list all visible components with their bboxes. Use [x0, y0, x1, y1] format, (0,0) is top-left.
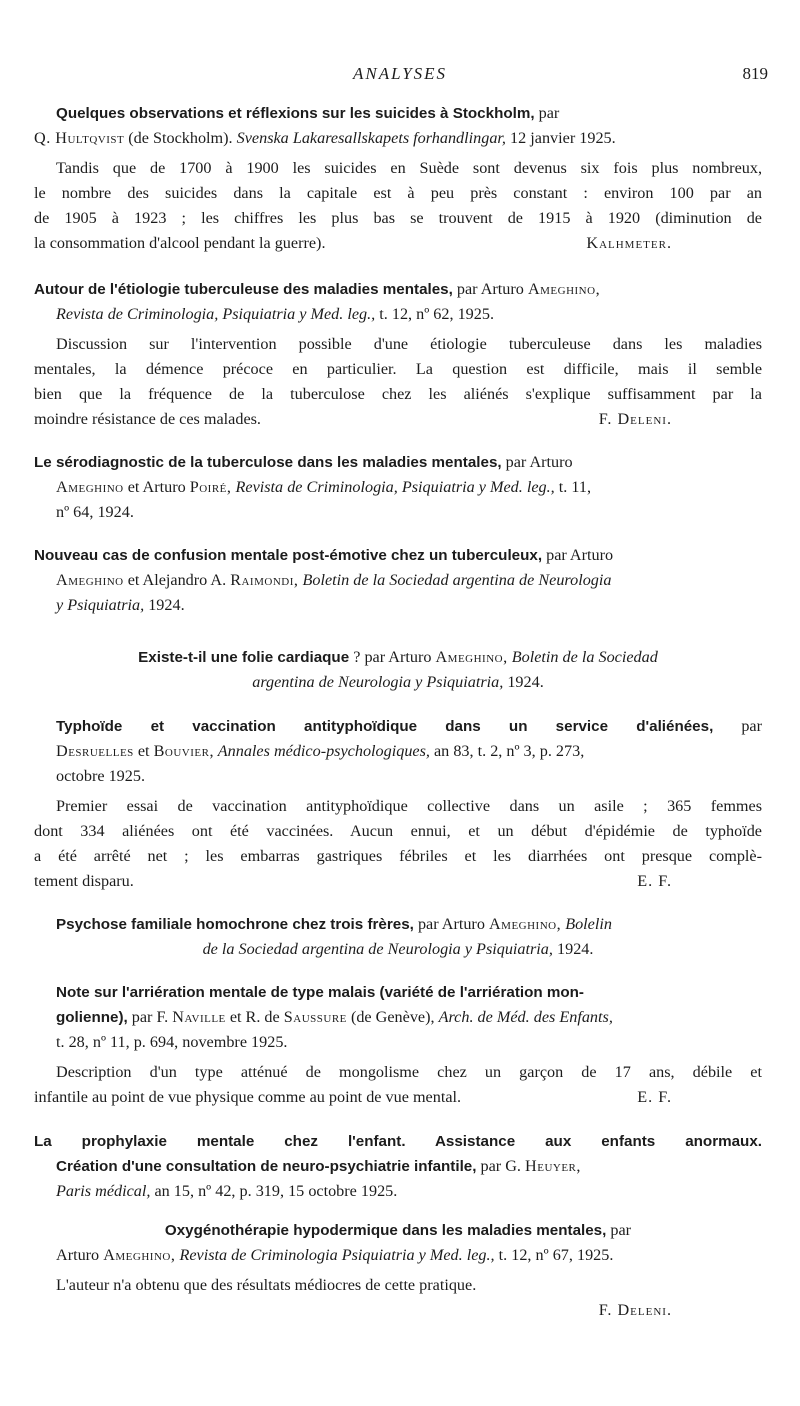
journal: y Psiquiatria,	[56, 596, 145, 614]
entry-citation: golienne), par F. Naville et R. de Saussure (de Genève), Arch. de Méd. des Enfants,	[56, 1008, 613, 1026]
journal: Revista de Criminologia Psiquiatria y Med. leg.,	[175, 1246, 495, 1264]
review-entry-1	[34, 101, 762, 256]
author: Heuyer,	[525, 1157, 581, 1175]
entry-citation: Ameghino et Alejandro A. Raimondi, Boletin de la Sociedad argentina de Neurologia	[56, 571, 612, 589]
author: Naville	[172, 1008, 226, 1026]
entry-heading	[34, 1129, 762, 1154]
journal: Boletin de la Sociedad	[507, 648, 658, 666]
review-entry-3: Le sérodiagnostic de la tuberculose dans les maladies mentales, par Arturo Ameghino et Arturo Poiré, Revista de Criminologia, Psiquiatria y Med. leg., t. 11, nº 64, 1924.	[34, 450, 762, 525]
page-header	[0, 64, 800, 88]
author: Q. Hultqvist	[34, 129, 125, 147]
review-entry-4: Nouveau cas de confusion mentale post-émotive chez un tuberculeux, par Arturo Ameghino et Alejandro A. Raimondi, Boletin de la Sociedad argentina de Neurologia y Psiquiatria, 1924.	[34, 543, 762, 618]
entry-heading: Autour de l'étiologie tuberculeuse des maladies mentales, par Arturo Ameghino,	[34, 280, 601, 298]
abstract: Discussion sur l'intervention possible d'une étiologie tuberculeuse dans les maladies mentales, la démence précoce en particulier. La question est difficile, mais il semble bien que la fréquence de la tuberculose chez les aliénés s'explique suffisamment par la moindre résistance de ces malades. F. Deleni.	[34, 332, 762, 432]
review-entry-2	[34, 277, 762, 432]
entry-heading: Quelques observations et réflexions sur les suicides à Stockholm, par	[56, 104, 560, 122]
entry-citation: de la Sociedad argentina de Neurologia y Psiquiatria, 1924.	[202, 940, 594, 958]
author: Ameghino,	[527, 280, 601, 298]
reviewer-signature: F. Deleni.	[598, 1301, 672, 1319]
review-entry-7	[34, 912, 762, 962]
reviewer-signature: Kalhmeter.	[586, 234, 672, 252]
author: Saussure	[283, 1008, 347, 1026]
review-entry-6: Typhoïde et vaccination antityphoïdique dans un service d'aliénées, par Desruelles et Bouvier, Annales médico-psychologiques, an 83, t. 2, nº 3, p. 273, octobre 1925. Premier essai de vaccination antityphoïdique collective dans un asile ; 365 femmes dont 334 aliénées ont été vaccinées. Aucun ennui, et un début d'épidémie de typhoïde a été arrêté net ; les embarras gastriques fébriles et les diarrhées ont presque complè- tement disparu. E. F.	[34, 714, 762, 894]
journal: Revista de Criminologia, Psiquiatria y Med. leg.,	[56, 305, 376, 323]
review-entry-10	[34, 1218, 762, 1323]
entry-citation: Q. Hultqvist (de Stockholm). Svenska Lakaresallskapets forhandlingar, 12 janvier 1925.	[34, 129, 616, 147]
entry-title: Le sérodiagnostic de la tuberculose dans les maladies mentales,	[34, 454, 502, 471]
entry-heading: Oxygénothérapie hypodermique dans les maladies mentales, par	[164, 1221, 632, 1239]
journal: Revista de Criminologia, Psiquiatria y Med. leg.,	[231, 478, 555, 496]
entry-title: Autour de l'étiologie tuberculeuse des maladies mentales,	[34, 281, 453, 298]
journal: de la Sociedad argentina de Neurologia y Psiquiatria,	[202, 940, 553, 958]
abstract: L'auteur n'a obtenu que des résultats médiocres de cette pratique. F. Deleni.	[34, 1273, 762, 1323]
entry-title: Existe-t-il une folie cardiaque	[138, 649, 350, 666]
entry-title: Typhoïde et vaccination antityphoïdique dans un service d'aliénées,	[56, 718, 714, 735]
author: Ameghino,	[103, 1246, 176, 1264]
journal: Annales médico-psychologiques,	[214, 742, 430, 760]
author: Bouvier,	[153, 742, 214, 760]
entry-heading: Psychose familiale homochrone chez trois frères, par Arturo Ameghino, Bolelin	[56, 915, 612, 933]
abstract: Premier essai de vaccination antityphoïdique collective dans un asile ; 365 femmes dont 334 aliénées ont été vaccinées. Aucun ennui, et un début d'épidémie de typhoïde a été arrêté net ; les embarras gastriques fébriles et les diarrhées ont presque complè- tement disparu. E. F.	[34, 794, 762, 894]
entry-heading: Typhoïde et vaccination antityphoïdique dans un service d'aliénées, par	[56, 717, 763, 735]
author: Ameghino,	[488, 915, 562, 933]
entry-heading: Le sérodiagnostic de la tuberculose dans les maladies mentales, par Arturo	[34, 453, 573, 471]
entry-citation: argentina de Neurologia y Psiquiatria, 1924.	[252, 673, 544, 691]
journal: Arch. de Méd. des Enfants,	[438, 1008, 613, 1026]
reviewer-signature: E. F.	[637, 872, 672, 890]
journal: Boletin de la Sociedad argentina de Neurologia	[298, 571, 612, 589]
entry-title: Psychose familiale homochrone chez trois frères,	[56, 916, 414, 933]
review-entry-9: La prophylaxie mentale chez l'enfant. Assistance aux enfants anormaux. Création d'une consultation de neuro-psychiatrie infantile, par G. Heuyer, Paris médical, an 15, nº 42, p. 319, 15 octobre 1925.	[34, 1129, 762, 1204]
reviewer-signature: E. F.	[637, 1088, 672, 1106]
author: Ameghino	[56, 571, 124, 589]
entry-citation: Arturo Ameghino, Revista de Criminologia Psiquiatria y Med. leg., t. 12, nº 67, 1925.	[56, 1246, 614, 1264]
journal: Bolelin	[561, 915, 612, 933]
entry-heading: Existe-t-il une folie cardiaque ? par Arturo Ameghino, Boletin de la Sociedad	[138, 648, 658, 666]
author: Poiré,	[189, 478, 232, 496]
entry-title: Nouveau cas de confusion mentale post-émotive chez un tuberculeux,	[34, 547, 543, 564]
entry-title: La prophylaxie mentale chez l'enfant. Assistance aux enfants anormaux.	[34, 1133, 762, 1150]
running-title: ANALYSES	[352, 64, 448, 83]
author: Ameghino	[56, 478, 124, 496]
author: Ameghino,	[435, 648, 508, 666]
entry-citation: Desruelles et Bouvier, Annales médico-psychologiques, an 83, t. 2, nº 3, p. 273,	[56, 742, 585, 760]
journal: argentina de Neurologia y Psiquiatria,	[252, 673, 504, 691]
abstract: Tandis que de 1700 à 1900 les suicides en Suède sont devenus six fois plus nombreux, le nombre des suicides dans la capitale est à peu près constant : environ 100 par an de 1905 à 1923 ; les chiffres les plus bas se trouvent de 1915 à 1920 (diminution de la consommation d'alcool pendant la guerre). Kalhmeter.	[34, 156, 762, 256]
entry-heading	[34, 980, 762, 1005]
entry-title: Oxygénothérapie hypodermique dans les maladies mentales,	[164, 1222, 607, 1239]
reviewer-signature: F. Deleni.	[598, 410, 672, 428]
author: Desruelles	[56, 742, 134, 760]
journal: Svenska Lakaresallskapets forhandlingar,	[236, 129, 506, 147]
entry-citation: Ameghino et Arturo Poiré, Revista de Criminologia, Psiquiatria y Med. leg., t. 11,	[56, 478, 591, 496]
entry-citation: Revista de Criminologia, Psiquiatria y Med. leg., t. 12, nº 62, 1925.	[56, 305, 495, 323]
author: Raimondi,	[230, 571, 299, 589]
journal: Paris médical,	[56, 1182, 151, 1200]
review-entry-8: Note sur l'arriération mentale de type malais (variété de l'arriération mon- golienne), par F. Naville et R. de Saussure (de Genève), Arch. de Méd. des Enfants, t. 28, nº 11, p. 694, novembre 1925. Description d'un type atténué de mongolisme chez un garçon de 17 ans, débile et infantile au point de vue physique comme au point de vue mental. E. F.	[34, 980, 762, 1110]
review-entry-5	[34, 645, 762, 695]
entry-title: Note sur l'arriération mentale de type malais (variété de l'arriération mon-	[56, 984, 584, 1001]
entry-heading: Nouveau cas de confusion mentale post-émotive chez un tuberculeux, par Arturo	[34, 546, 614, 564]
page-number: 819	[742, 64, 768, 83]
abstract: Description d'un type atténué de mongolisme chez un garçon de 17 ans, débile et infantile au point de vue physique comme au point de vue mental. E. F.	[34, 1060, 762, 1110]
entry-title: Quelques observations et réflexions sur les suicides à Stockholm,	[56, 105, 535, 122]
entry-citation: Création d'une consultation de neuro-psychiatrie infantile, par G. Heuyer,	[56, 1157, 581, 1175]
